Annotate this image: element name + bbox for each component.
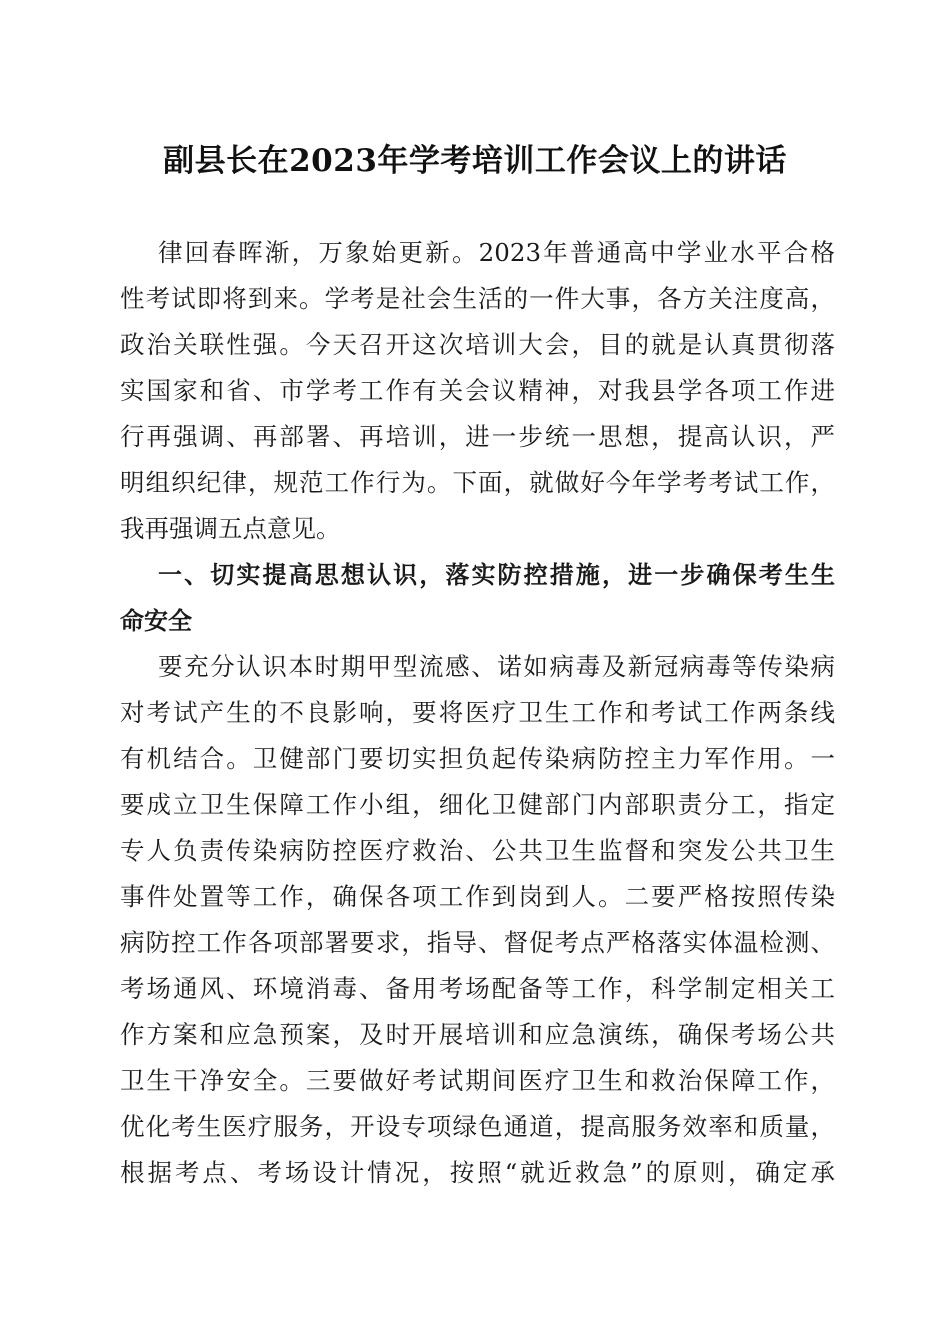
paragraph-line: 行再强调、再部署、再培训，进一步统一思想，提高认识，严 bbox=[120, 422, 835, 451]
paragraph-line: 政治关联性强。今天召开这次培训大会，目的就是认真贯彻落 bbox=[120, 330, 835, 359]
paragraph-line: 要成立卫生保障工作小组，细化卫健部门内部职责分工，指定 bbox=[120, 790, 835, 819]
paragraph-line: 对考试产生的不良影响，要将医疗卫生工作和考试工作两条线 bbox=[120, 698, 835, 727]
document-title: 副县长在2023年学考培训工作会议上的讲话 bbox=[163, 143, 787, 179]
paragraph-line: 要充分认识本时期甲型流感、诺如病毒及新冠病毒等传染病 bbox=[158, 652, 835, 681]
document-body bbox=[120, 230, 835, 1196]
paragraph-line: 事件处置等工作，确保各项工作到岗到人。二要严格按照传染 bbox=[120, 882, 835, 911]
paragraph-line: 卫生干净安全。三要做好考试期间医疗卫生和救治保障工作， bbox=[120, 1066, 835, 1095]
section-heading-line: 一、切实提高思想认识，落实防控措施，进一步确保考生生 bbox=[158, 561, 835, 589]
paragraph-line: 专人负责传染病防控医疗救治、公共卫生监督和突发公共卫生 bbox=[120, 836, 835, 865]
paragraph-line: 病防控工作各项部署要求，指导、督促考点严格落实体温检测、 bbox=[120, 928, 835, 957]
paragraph-line: 优化考生医疗服务，开设专项绿色通道，提高服务效率和质量， bbox=[120, 1112, 835, 1141]
paragraph-line: 我再强调五点意见。 bbox=[120, 514, 341, 543]
paragraph-line: 性考试即将到来。学考是社会生活的一件大事，各方关注度高， bbox=[120, 284, 835, 313]
paragraph-line: 根据考点、考场设计情况，按照“就近救急”的原则，确定承 bbox=[120, 1158, 835, 1187]
paragraph-line: 作方案和应急预案，及时开展培训和应急演练，确保考场公共 bbox=[120, 1020, 835, 1049]
paragraph-line: 考场通风、环境消毒、备用考场配备等工作，科学制定相关工 bbox=[120, 974, 835, 1003]
paragraph-line: 明组织纪律，规范工作行为。下面，就做好今年学考考试工作， bbox=[120, 468, 835, 497]
section-heading-line: 命安全 bbox=[120, 607, 192, 635]
paragraph-line: 有机结合。卫健部门要切实担负起传染病防控主力军作用。一 bbox=[120, 744, 835, 773]
paragraph-line: 律回春晖渐，万象始更新。2023年普通高中学业水平合格 bbox=[158, 238, 835, 267]
paragraph-line: 实国家和省、市学考工作有关会议精神，对我县学各项工作进 bbox=[120, 376, 835, 405]
